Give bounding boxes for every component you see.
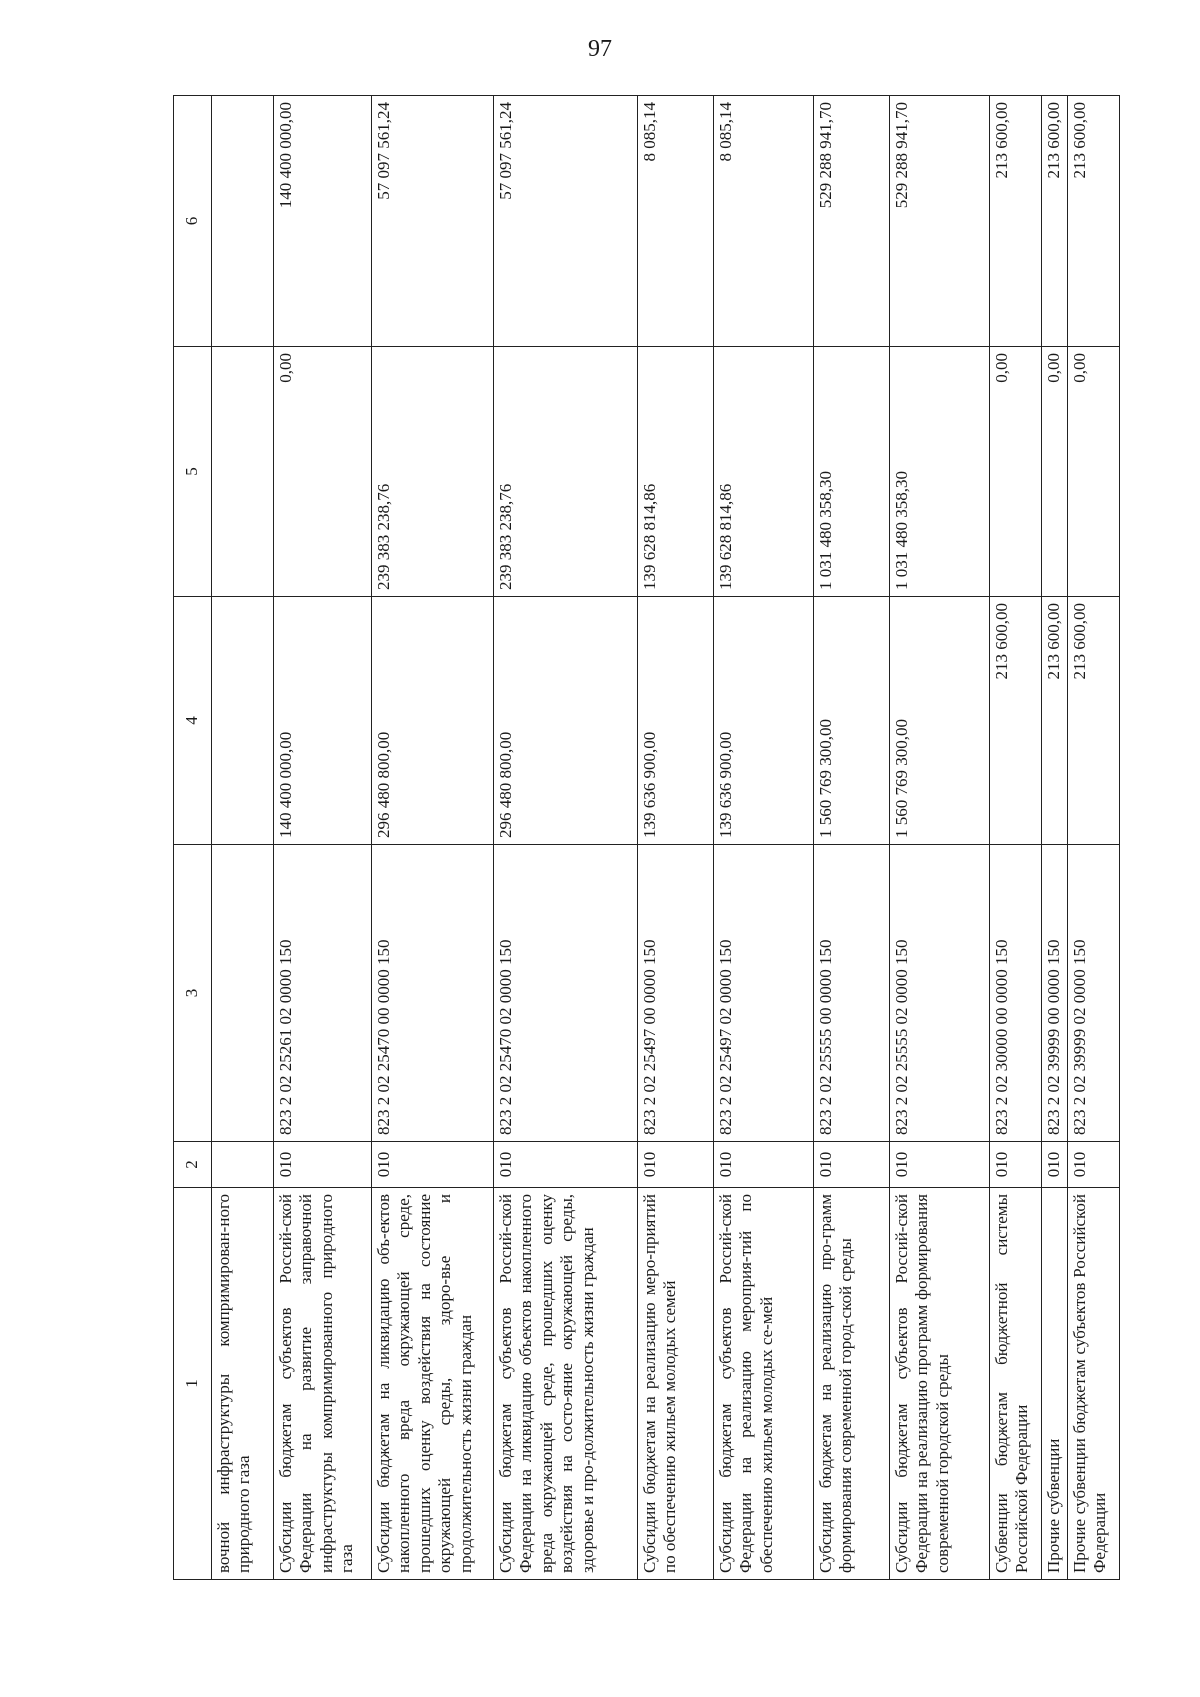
row-approved: 1 560 769 300,00 (814, 597, 890, 845)
table-row (372, 96, 494, 1580)
row-unexecuted: 140 400 000,00 (274, 96, 372, 347)
table-row (714, 96, 814, 1580)
row-executed: 0,00 (274, 347, 372, 597)
row-executed: 139 628 814,86 (638, 347, 714, 597)
row-name: Прочие субвенции (1042, 1188, 1068, 1580)
row-unexecuted: 213 600,00 (1068, 96, 1120, 347)
row-line-code: 010 (990, 1142, 1042, 1188)
row-line-code: 010 (890, 1142, 990, 1188)
row-name: Прочие субвенции бюджетам субъектов Российской Федерации (1068, 1188, 1120, 1580)
row-name: Субсидии бюджетам на ликвидацию объ-ектов накопленного вреда окружающей среде, прошедших оценку воздействия на состояние окружающей среды, здоро-вье и продолжительность жизни граждан (372, 1188, 494, 1580)
row-executed: 239 383 238,76 (494, 347, 638, 597)
row-executed: 0,00 (1042, 347, 1068, 597)
row-kbk (212, 845, 274, 1142)
table-row (890, 96, 990, 1580)
table-row (990, 96, 1042, 1580)
row-unexecuted: 57 097 561,24 (372, 96, 494, 347)
table-row (814, 96, 890, 1580)
row-line-code (212, 1142, 274, 1188)
row-name: Субсидии бюджетам субъектов Россий-ской Федерации на реализацию мероприя-тий по обеспечению жильем молодых се-мей (714, 1188, 814, 1580)
row-name: вочной инфраструктуры компримирован-ного природного газа (212, 1188, 274, 1580)
row-executed: 1 031 480 358,30 (814, 347, 890, 597)
table-row (1042, 96, 1068, 1580)
row-executed: 0,00 (990, 347, 1042, 597)
row-approved: 1 560 769 300,00 (890, 597, 990, 845)
row-unexecuted: 8 085,14 (638, 96, 714, 347)
row-unexecuted (212, 96, 274, 347)
row-name: Субсидии бюджетам субъектов Россий-ской Федерации на ликвидацию объектов накопленного вреда окружающей среде, прошедших оценку воздействия на состо-яние окружающей среды, здоровье и про-должительность жизни граждан (494, 1188, 638, 1580)
row-approved: 213 600,00 (1042, 597, 1068, 845)
row-unexecuted: 8 085,14 (714, 96, 814, 347)
row-approved: 296 480 800,00 (494, 597, 638, 845)
row-line-code: 010 (714, 1142, 814, 1188)
row-kbk: 823 2 02 25261 02 0000 150 (274, 845, 372, 1142)
row-kbk: 823 2 02 25470 00 0000 150 (372, 845, 494, 1142)
column-header: 5 (174, 347, 212, 597)
row-kbk: 823 2 02 25497 00 0000 150 (638, 845, 714, 1142)
row-name: Субсидии бюджетам на реализацию меро-приятий по обеспечению жильем молодых семей (638, 1188, 714, 1580)
row-executed (212, 347, 274, 597)
page-number: 97 (588, 36, 612, 62)
row-executed: 1 031 480 358,30 (890, 347, 990, 597)
row-kbk: 823 2 02 30000 00 0000 150 (990, 845, 1042, 1142)
table-row (212, 96, 274, 1580)
column-header: 2 (174, 1142, 212, 1188)
row-name: Субсидии бюджетам на реализацию про-грамм формирования современной город-ской среды (814, 1188, 890, 1580)
row-approved: 213 600,00 (1068, 597, 1120, 845)
row-kbk: 823 2 02 25497 02 0000 150 (714, 845, 814, 1142)
row-unexecuted: 213 600,00 (990, 96, 1042, 347)
row-approved (212, 597, 274, 845)
budget-table (173, 95, 1120, 1580)
row-line-code: 010 (638, 1142, 714, 1188)
row-kbk: 823 2 02 39999 02 0000 150 (1068, 845, 1120, 1142)
row-kbk: 823 2 02 25470 02 0000 150 (494, 845, 638, 1142)
row-approved: 140 400 000,00 (274, 597, 372, 845)
column-header: 3 (174, 845, 212, 1142)
table-row (638, 96, 714, 1580)
row-line-code: 010 (814, 1142, 890, 1188)
row-kbk: 823 2 02 25555 02 0000 150 (890, 845, 990, 1142)
table-row (494, 96, 638, 1580)
row-line-code: 010 (1068, 1142, 1120, 1188)
column-header: 4 (174, 597, 212, 845)
row-unexecuted: 57 097 561,24 (494, 96, 638, 347)
table-row (274, 96, 372, 1580)
row-line-code: 010 (1042, 1142, 1068, 1188)
row-approved: 139 636 900,00 (714, 597, 814, 845)
row-unexecuted: 529 288 941,70 (814, 96, 890, 347)
row-line-code: 010 (494, 1142, 638, 1188)
column-header: 6 (174, 96, 212, 347)
row-name: Субсидии бюджетам субъектов Россий-ской Федерации на развитие заправочной инфраструктуры компримированного природного газа (274, 1188, 372, 1580)
row-approved: 139 636 900,00 (638, 597, 714, 845)
row-line-code: 010 (274, 1142, 372, 1188)
row-approved: 296 480 800,00 (372, 597, 494, 845)
row-name: Субсидии бюджетам субъектов Россий-ской Федерации на реализацию программ формирования современной городской среды (890, 1188, 990, 1580)
table-row (1068, 96, 1120, 1580)
row-executed: 0,00 (1068, 347, 1120, 597)
row-executed: 139 628 814,86 (714, 347, 814, 597)
rotated-table-container (173, 96, 1110, 1580)
row-unexecuted: 213 600,00 (1042, 96, 1068, 347)
row-executed: 239 383 238,76 (372, 347, 494, 597)
column-header: 1 (174, 1188, 212, 1580)
row-line-code: 010 (372, 1142, 494, 1188)
row-approved: 213 600,00 (990, 597, 1042, 845)
column-number-row (174, 96, 212, 1580)
row-unexecuted: 529 288 941,70 (890, 96, 990, 347)
row-name: Субвенции бюджетам бюджетной системы Российской Федерации (990, 1188, 1042, 1580)
row-kbk: 823 2 02 25555 00 0000 150 (814, 845, 890, 1142)
row-kbk: 823 2 02 39999 00 0000 150 (1042, 845, 1068, 1142)
